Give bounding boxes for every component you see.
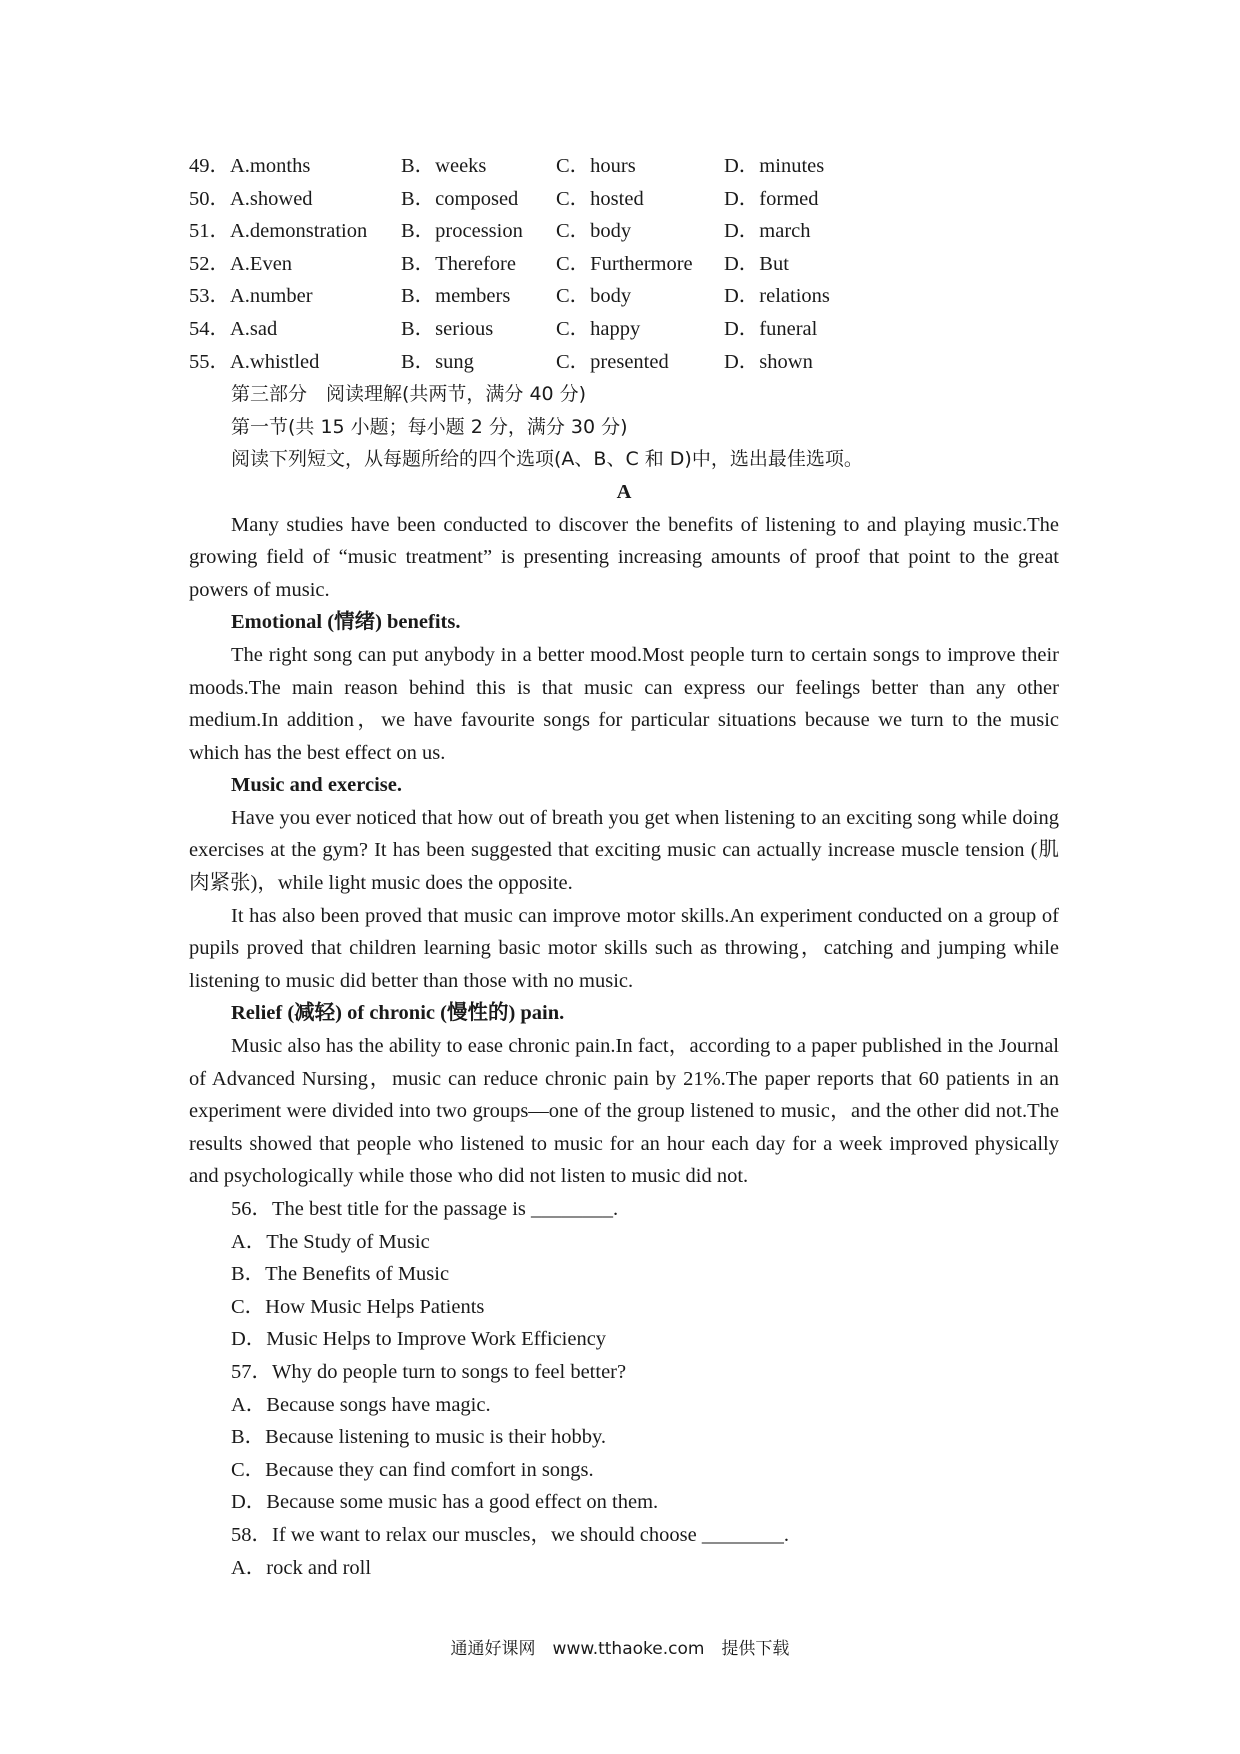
answer-option: A．rock and roll (231, 1556, 372, 1579)
option-d: D．But (724, 252, 789, 275)
paragraph-exercise: Have you ever noticed that how out of breath you get when listening to an exciting song while doing exercises at the gym? It has been suggested that exciting music can actually increase muscle tension (肌肉紧张)，while light music does the opposite. (189, 806, 1059, 895)
option-a: 54．A.sad (189, 317, 278, 340)
option-d: D．minutes (724, 155, 825, 177)
option-row-49 (189, 150, 1059, 183)
answer-option: C．Because they can find comfort in songs. (231, 1458, 594, 1481)
answer-option: C．How Music Helps Patients (231, 1295, 485, 1318)
option-a: 55．A.whistled (189, 350, 320, 373)
instructions: 阅读下列短文，从每题所给的四个选项(A、B、C 和 D)中，选出最佳选项。 (231, 448, 863, 471)
subheading-exercise: Music and exercise. (231, 774, 402, 797)
question-56: 56．The best title for the passage is ________. (231, 1198, 619, 1220)
option-row-55 (189, 346, 1059, 379)
option-d: D．march (724, 220, 811, 243)
option-c: C．body (556, 220, 632, 243)
passage-label: A (616, 480, 632, 503)
page-footer: 通通好课网 www.tthaoke.com 提供下载 (450, 1639, 790, 1659)
option-c: C．hosted (556, 187, 644, 210)
option-b: B．composed (401, 187, 519, 210)
answer-option: D．Music Helps to Improve Work Efficiency (231, 1328, 607, 1351)
question-58: 58．If we want to relax our muscles，we should choose ________. (231, 1523, 789, 1546)
option-d: D．relations (724, 285, 830, 308)
option-d: D．shown (724, 350, 813, 373)
answer-option: A．The Study of Music (231, 1230, 430, 1253)
answer-option: B．Because listening to music is their hobby. (231, 1426, 607, 1449)
option-row-50 (189, 183, 1059, 216)
paragraph-intro: Many studies have been conducted to discover the benefits of listening to and playing music.The growing field of “music treatment” is presenting increasing amounts of proof that point to the great powers of music. (189, 513, 1059, 601)
page-content (189, 150, 1059, 1584)
paragraph-pain-relief: Music also has the ability to ease chronic pain.In fact，according to a paper published in the Journal of Advanced Nursing，music can reduce chronic pain by 21%.The paper reports that 60 patients in an experiment were divided into two groups—one of the group listened to music，and the other did not.The results showed that people who listened to music for an hour each day for a week improved physically and psychologically while those who did not listen to music did not. (189, 1035, 1059, 1188)
subheading-emotional: Emotional (情绪) benefits. (231, 611, 461, 634)
option-b: B．procession (401, 220, 523, 243)
option-a: 49．A.months (189, 155, 311, 177)
option-b: B．Therefore (401, 252, 516, 275)
option-a: 51．A.demonstration (189, 220, 368, 243)
option-row-51 (189, 215, 1059, 248)
option-a: 53．A.number (189, 285, 313, 308)
option-a: 50．A.showed (189, 187, 313, 210)
option-row-53 (189, 280, 1059, 313)
option-d: D．formed (724, 187, 819, 210)
cloze-options (189, 150, 1059, 378)
option-c: C．hours (556, 155, 636, 177)
option-row-52 (189, 248, 1059, 281)
section-heading: 第一节(共 15 小题；每小题 2 分，满分 30 分) (231, 415, 628, 438)
subheading-pain-relief: Relief (减轻) of chronic (慢性的) pain. (231, 1002, 565, 1025)
option-b: B．serious (401, 317, 494, 340)
part-heading: 第三部分 阅读理解(共两节，满分 40 分) (231, 383, 587, 406)
option-d: D．funeral (724, 317, 818, 340)
option-c: C．body (556, 285, 632, 308)
option-c: C．happy (556, 317, 641, 340)
answer-option: A．Because songs have magic. (231, 1393, 491, 1416)
option-a: 52．A.Even (189, 252, 293, 275)
paragraph-motor-skills: It has also been proved that music can improve motor skills.An experiment conducted on a group of pupils proved that children learning basic motor skills such as throwing，catching and jumping while listening to music did better than those with no music. (189, 904, 1059, 992)
option-b: B．members (401, 285, 511, 308)
option-c: C．presented (556, 350, 669, 373)
option-c: C．Furthermore (556, 252, 693, 275)
answer-option: B．The Benefits of Music (231, 1263, 450, 1286)
option-row-54 (189, 313, 1059, 346)
answer-option: D．Because some music has a good effect on them. (231, 1491, 659, 1514)
option-b: B．weeks (401, 155, 487, 177)
question-57: 57．Why do people turn to songs to feel better? (231, 1360, 627, 1383)
option-b: B．sung (401, 350, 474, 373)
paragraph-emotional: The right song can put anybody in a better mood.Most people turn to certain songs to improve their moods.The main reason behind this is that music can express our feelings better than any other medium.In addition，we have favourite songs for particular situations because we turn to the music which has the best effect on us. (189, 643, 1059, 764)
